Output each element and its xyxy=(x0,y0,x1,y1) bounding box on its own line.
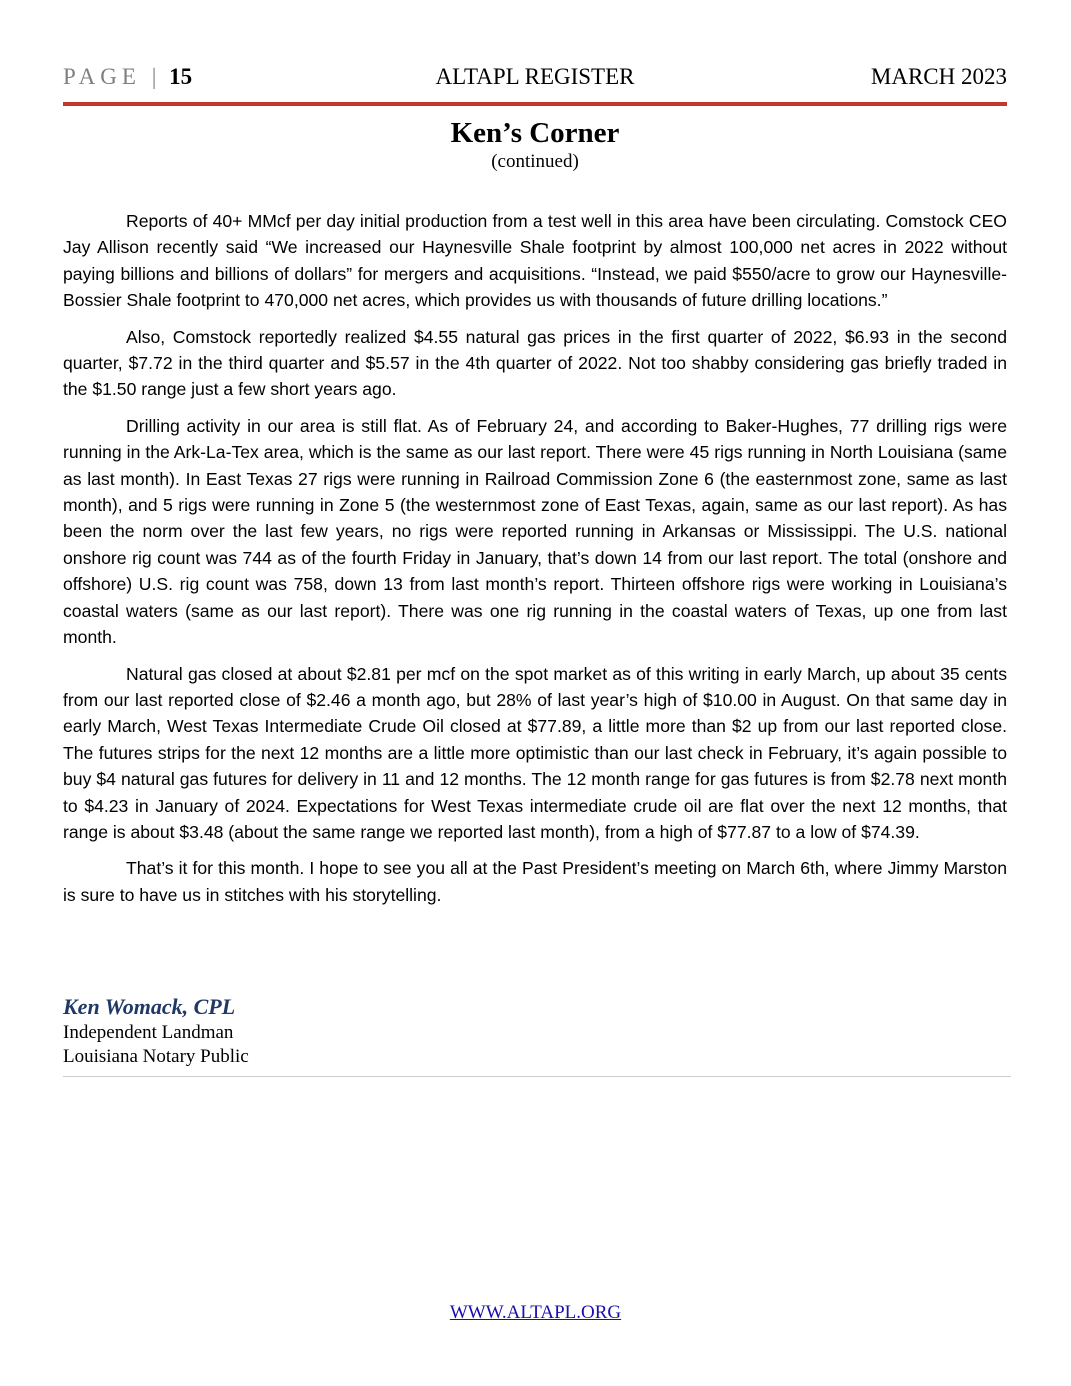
issue-date: MARCH 2023 xyxy=(870,64,1007,89)
signature-divider xyxy=(63,1076,1011,1077)
author-title-2: Louisiana Notary Public xyxy=(63,1046,249,1067)
article-title: Ken’s Corner xyxy=(450,117,620,149)
publication-title: ALTAPL REGISTER xyxy=(435,64,635,89)
author-title-1: Independent Landman xyxy=(63,1022,234,1043)
article-body xyxy=(63,208,1007,918)
page-label: PAGE xyxy=(63,64,141,89)
paragraph-2: Also, Comstock reportedly realized $4.55 natural gas prices in the first quarter of 2022, $6.93 in the second quarter, $7.72 in the third quarter and $5.57 in the 4th quarter of 2022. Not too shabby considering gas briefly traded in the $1.50 range just a few short years ago. xyxy=(63,326,1007,400)
website-link[interactable]: WWW.ALTAPL.ORG xyxy=(449,1302,622,1323)
page-number: 15 xyxy=(169,64,193,89)
article-heading xyxy=(63,116,1007,174)
signature-block xyxy=(63,993,249,1069)
header-divider xyxy=(63,102,1007,106)
paragraph-1: Reports of 40+ MMcf per day initial production from a test well in this area have been circulating. Comstock CEO Jay Allison recently said “We increased our Haynesville Shale footprint by almost 100,000 net acres in 2022 without paying billions and billions of dollars” for mergers and acquisitions. “Instead, we paid $550/acre to grow our Haynesville-Bossier Shale footprint to 470,000 net acres, which provides us with thousands of future drilling locations.” xyxy=(63,211,1007,311)
paragraph-3: Drilling activity in our area is still flat. As of February 24, and according to Baker-Hughes, 77 drilling rigs were running in the Ark-La-Tex area, which is the same as our last report. There were 45 rigs running in North Louisiana (same as last month). In East Texas 27 rigs were running in Railroad Commission Zone 6 (the easternmost zone, same as last month), and 5 rigs were running in Zone 5 (the westernmost zone of East Texas, again, same as our last report). As has been the norm over the last few years, no rigs were reported running in Arkansas or Mississippi. The U.S. national onshore rig count was 744 as of the fourth Friday in January, that’s down 14 from our last report. The total (onshore and offshore) U.S. rig count was 758, down 13 from last month’s report. Thirteen offshore rigs were working in Louisiana’s coastal waters (same as our last report). There was one rig running in the coastal waters of Texas, up one from last month. xyxy=(63,415,1007,648)
author-name: Ken Womack, CPL xyxy=(63,994,236,1019)
article-subtitle: (continued) xyxy=(491,151,579,172)
page-header xyxy=(63,62,1007,96)
paragraph-4: Natural gas closed at about $2.81 per mcf on the spot market as of this writing in early March, up about 35 cents from our last reported close of $2.46 a month ago, but 28% of last year’s high of $10.00 in August. On that same day in early March, West Texas Intermediate Crude Oil closed at $77.89, a little more than $2 up from our last reported close. The futures strips for the next 12 months are a little more optimistic than our last check in February, it’s again possible to buy $4 natural gas futures for delivery in 11 and 12 months. The 12 month range for gas futures is from $2.78 next month to $4.23 in January of 2024. Expectations for West Texas intermediate crude oil are flat over the next 12 months, that range is about $3.48 (about the same range we reported last month), from a high of $77.87 to a low of $74.39. xyxy=(63,663,1007,842)
paragraph-5: That’s it for this month. I hope to see you all at the Past President’s meeting on March 6th, where Jimmy Marston is sure to have us in stitches with his storytelling. xyxy=(63,858,1007,905)
page-separator: | xyxy=(151,64,159,89)
